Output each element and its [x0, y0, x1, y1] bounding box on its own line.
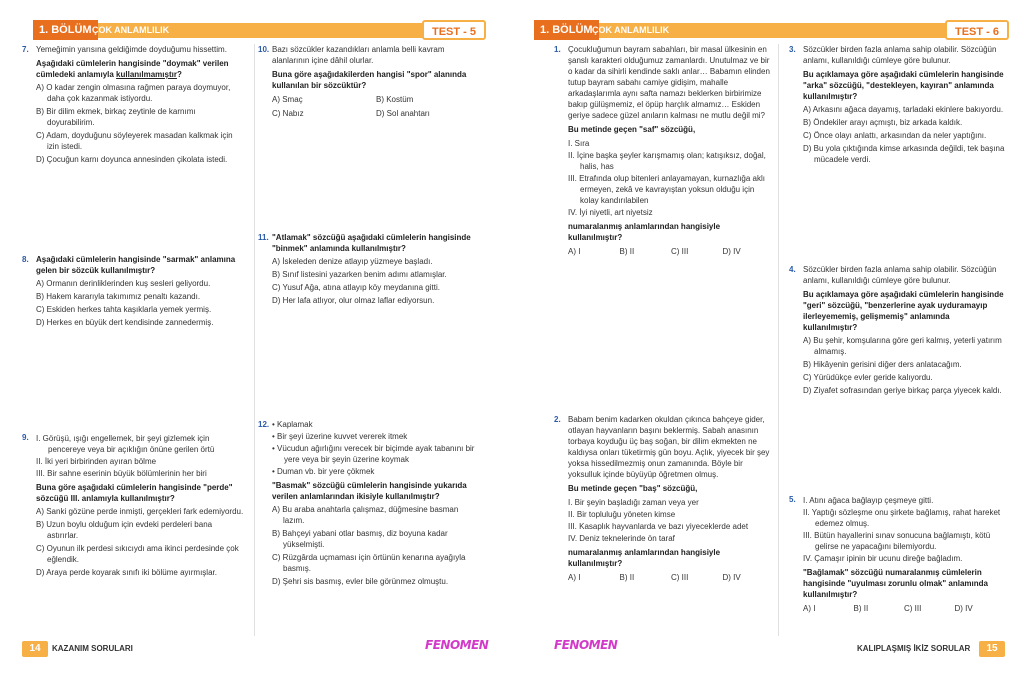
- question-number: 5.: [789, 495, 796, 504]
- meaning-iv: IV. Deniz teknelerinde ön taraf: [568, 534, 675, 543]
- question-5: [789, 494, 1005, 614]
- meaning-iv: IV. Çamaşır ipinin bir ucunu direğe bağladım.: [803, 554, 963, 563]
- question-prompt: Bu metinde geçen "baş" sözcüğü,: [568, 484, 698, 493]
- question-number: 1.: [554, 45, 561, 54]
- question-prompt: Buna göre aşağıdakilerden hangisi "spor" alanında kullanılan bir sözcüktür?: [272, 70, 467, 90]
- question-prompt: "Bağlamak" sözcüğü numaralanmış cümlelerin hangisinde "uyulması zorunlu olmak" anlamında kullanılmıştır?: [803, 568, 988, 599]
- question-prompt: Aşağıdaki cümlelerin hangisinde "sarmak" anlamına gelen bir sözcük kullanılmıştır?: [36, 255, 236, 275]
- question-number: 3.: [789, 45, 796, 54]
- meaning-iii: III. Etrafında olup bitenleri anlayamayan, kurnazlığa aklı ermeyen, zekâ ve kavrayıştan yoksun olduğu için kolay kandırılabilen: [568, 174, 765, 205]
- option-b[interactable]: B) Kostüm: [376, 95, 414, 104]
- question-prompt: Aşağıdaki cümlelerin hangisinde "doymak" verilen cümledeki anlamıyla kullanılmamıştır?: [36, 59, 229, 79]
- option-b[interactable]: B) Hikâyenin gerisini diğer ders anlatacağım.: [803, 360, 962, 369]
- question-number: 8.: [22, 255, 29, 264]
- option-c[interactable]: C) Yürüdükçe evler geride kalıyordu.: [803, 373, 933, 382]
- option-d[interactable]: D) IV: [722, 573, 741, 582]
- meaning-bullet: • Vücudun ağırlığını verecek bir biçimde ayak tabanını bir yere veya bir şeyin üzerine koymak: [272, 443, 480, 465]
- test-badge: TEST - 5: [422, 20, 486, 40]
- option-c[interactable]: C) Yusuf Ağa, atına atlayıp köy meydanına gitti.: [272, 283, 440, 292]
- option-d[interactable]: D) Ziyafet sofrasından geriye birkaç parça yiyecek kaldı.: [803, 386, 1002, 395]
- question-number: 7.: [22, 45, 29, 54]
- question-3: [789, 44, 1005, 165]
- option-d[interactable]: D) Sol anahtarı: [376, 109, 430, 118]
- topic-title: ÇOK ANLAMLILIK: [592, 25, 670, 35]
- question-stem: Yemeğimin yarısına geldiğimde doyduğumu hissettim.: [36, 45, 227, 54]
- option-a[interactable]: A) Bu araba anahtarla çalışmaz, düğmesine basman lazım.: [272, 505, 459, 525]
- column-divider: [778, 44, 779, 636]
- meaning-bullet: • Duman vb. bir yere çökmek: [272, 466, 480, 477]
- page-number: 15: [979, 641, 1005, 657]
- fenomen-logo: FENOMEN: [554, 638, 618, 652]
- meaning-iv: IV. İyi niyetli, art niyetsiz: [568, 208, 653, 217]
- question-number: 11.: [258, 233, 269, 242]
- option-d[interactable]: D) Herkes en büyük dert kendisinde zannedermiş.: [36, 318, 214, 327]
- question-prompt-end: numaralanmış anlamlarından hangisiyle kullanılmıştır?: [568, 548, 721, 568]
- footer-label: KALIPLAŞMIŞ İKİZ SORULAR: [857, 644, 971, 653]
- question-stem: Sözcükler birden fazla anlama sahip olabilir. Sözcüğün anlamı, kullanıldığı cümleye göre bulunur.: [803, 265, 997, 285]
- meaning-iii: III. Kasaplık hayvanlarda ve bazı yiyeceklerde adet: [568, 522, 749, 531]
- question-number: 10.: [258, 45, 270, 54]
- question-8: [22, 254, 244, 328]
- option-a[interactable]: A) I: [803, 604, 816, 613]
- meaning-bullet: • Bir şeyi üzerine kuvvet vererek itmek: [272, 431, 480, 442]
- question-stem: Bazı sözcükler kazandıkları anlamla belli kavram alanlarının içine dâhil olurlar.: [272, 45, 445, 65]
- option-a[interactable]: A) I: [568, 247, 581, 256]
- meaning-ii: II. Bir topluluğu yöneten kimse: [568, 510, 676, 519]
- option-b[interactable]: B) Bahçeyi yabani otlar basmış, diz boyuna kadar yükselmişti.: [272, 529, 448, 549]
- question-prompt: Bu açıklamaya göre aşağıdaki cümlelerin hangisinde "geri" sözcüğü, "benzerlerine ayak uyduramayıp ilerleyememiş, gelişmemiş" anlamında kullanılmıştır?: [803, 290, 1004, 332]
- meaning-i: I. Sıra: [568, 139, 590, 148]
- right-page: [513, 0, 1026, 674]
- question-prompt: Bu metinde geçen "saf" sözcüğü,: [568, 125, 696, 134]
- option-d[interactable]: D) Bu yola çıktığında kimse arkasında değildi, tek başına mücadele verdi.: [803, 144, 1005, 164]
- question-number: 9.: [22, 433, 29, 442]
- test-badge: TEST - 6: [945, 20, 1009, 40]
- question-number: 2.: [554, 415, 561, 424]
- option-d[interactable]: D) Araya perde koyarak sınıfı iki bölüme ayırmışlar.: [36, 568, 217, 577]
- meaning-ii: II. Yaptığı sözleşme onu şirkete bağlamış, rahat hareket edemez olmuş.: [803, 508, 1001, 528]
- option-a[interactable]: A) Arkasını ağaca dayamış, tarladaki ekinlere bakıyordu.: [803, 105, 1004, 114]
- option-a[interactable]: A) I: [568, 573, 581, 582]
- option-c[interactable]: C) Nabız: [272, 109, 304, 118]
- question-stem: Çocukluğumun bayram sabahları, bir masal ülkesinin en şanslı karakteri olduğumuz zamanlardı. Unutulmaz ve bir o kadar da sihirli kendinde saklı anlar… Babamın elinden tutup bayram sabahı camiye gidişim, mahalle arkadaşlarımla aynı safta namazı beklerken birbirimize bakıp gülüşmemiz, el öpüp harçlık almamız… Eskiden geriye sadece güzel anıların kalması ne mutlu değil mi?: [568, 45, 770, 120]
- question-1: [554, 44, 774, 257]
- option-c[interactable]: C) Eskiden herkes tahta kaşıklarla yemek yermiş.: [36, 305, 212, 314]
- option-c[interactable]: C) III: [671, 573, 689, 582]
- question-stem: Babam benim kadarken okuldan çıkınca bahçeye gider, otlayan hayvanların başını beklermiş. Sabah anasının torbaya koyduğu üç baş soğan, bir dilim ekmekten ne kaldıysa onları tüketirmiş gün boyu. Açlık, yiyecek bir şey yoksa hissedilmezmiş onun zamanında. Böyle bir yoksulluk içinde büyüyüp öğretmen olmuş.: [568, 415, 770, 479]
- option-a[interactable]: A) Ormanın derinliklerinden kuş sesleri geliyordu.: [36, 279, 211, 288]
- option-c[interactable]: C) III: [904, 604, 922, 613]
- option-c[interactable]: C) III: [671, 247, 689, 256]
- option-a[interactable]: A) İskeleden denize atlayıp yüzmeye başladı.: [272, 257, 433, 266]
- column-divider: [254, 44, 255, 636]
- question-10: [258, 44, 480, 119]
- option-a[interactable]: A) O kadar zengin olmasına rağmen paraya doymuyor, daha çok kazanmak istiyordu.: [36, 83, 231, 103]
- question-9: [22, 432, 244, 578]
- option-b[interactable]: B) Uzun boylu olduğum için evdeki perdeleri bana astırırlar.: [36, 520, 213, 540]
- meaning-i: I. Atını ağaca bağlayıp çeşmeye gitti.: [803, 496, 934, 505]
- question-4: [789, 264, 1005, 396]
- option-b[interactable]: B) Sınıf listesini yazarken benim adımı atlamışlar.: [272, 270, 447, 279]
- option-b[interactable]: B) II: [853, 604, 869, 613]
- question-prompt: Buna göre aşağıdaki cümlelerin hangisinde "perde" sözcüğü III. anlamıyla kullanılmıştır?: [36, 483, 233, 503]
- meaning-iii: III. Bütün hayallerini sınav sonucuna bağlamıştı, kötü gelirse ne yapacağını bilemiyordu.: [803, 531, 991, 551]
- option-b[interactable]: B) II: [619, 247, 635, 256]
- option-c[interactable]: C) Adam, doyduğunu söyleyerek masadan kalkmak için izin istedi.: [36, 131, 233, 151]
- meaning-ii: II. İçine başka şeyler karışmamış olan; katışıksız, doğal, halis, has: [568, 151, 766, 171]
- question-number: 4.: [789, 265, 796, 274]
- option-d[interactable]: D) Şehri sis basmış, evler bile görünmez olmuştu.: [272, 577, 449, 586]
- option-d[interactable]: D) IV: [954, 604, 973, 613]
- question-11: [258, 232, 480, 306]
- question-12: [258, 419, 480, 587]
- page-number: 14: [22, 641, 48, 657]
- meaning-ii: II. İki yeri birbirinden ayıran bölme: [36, 457, 157, 466]
- option-b[interactable]: B) Bir dilim ekmek, birkaç zeytinle de karnımı doyurabilirim.: [36, 107, 196, 127]
- option-c[interactable]: C) Oyunun ilk perdesi sıkıcıydı ama ikinci perdesinde çok eğlendik.: [36, 544, 239, 564]
- option-b[interactable]: B) Öndekiler arayı açmıştı, biz arkada kaldık.: [803, 118, 963, 127]
- meaning-bullet: • Kaplamak: [272, 419, 480, 430]
- meaning-iii: III. Bir sahne eserinin büyük bölümlerinin her biri: [36, 469, 207, 478]
- unit-badge: 1. BÖLÜM: [33, 20, 98, 40]
- fenomen-logo: FENOMEN: [425, 638, 489, 652]
- question-stem: Sözcükler birden fazla anlama sahip olabilir. Sözcüğün anlamı, kullanıldığı cümleye göre bulunur.: [803, 45, 997, 65]
- option-d[interactable]: D) Her lafa atlıyor, olur olmaz laflar ediyorsun.: [272, 296, 435, 305]
- topic-title: ÇOK ANLAMLILIK: [92, 25, 170, 35]
- option-a[interactable]: A) Bu şehir, komşularına göre geri kalmış, yeterli yatırım almamış.: [803, 336, 1002, 356]
- question-number: 12.: [258, 420, 270, 429]
- meaning-i: I. Bir şeyin başladığı zaman veya yer: [568, 498, 699, 507]
- question-prompt: "Atlamak" sözcüğü aşağıdaki cümlelerin hangisinde "binmek" anlamında kullanılmıştır?: [272, 233, 471, 253]
- option-a[interactable]: A) Sanki gözüne perde inmişti, gerçekleri fark edemiyordu.: [36, 507, 244, 516]
- question-prompt-end: numaralanmış anlamlarından hangisiyle kullanılmıştır?: [568, 222, 721, 242]
- option-a[interactable]: A) Smaç: [272, 95, 303, 104]
- question-7: [22, 44, 244, 165]
- question-prompt: "Basmak" sözcüğü cümlelerin hangisinde yukarıda verilen anlamlarından ikisiyle kullanılmıştır?: [272, 481, 467, 501]
- unit-badge: 1. BÖLÜM: [534, 20, 599, 40]
- option-b[interactable]: B) II: [619, 573, 635, 582]
- option-d[interactable]: D) Çocuğun karnı doyunca annesinden çikolata istedi.: [36, 155, 228, 164]
- option-d[interactable]: D) IV: [722, 247, 741, 256]
- option-c[interactable]: C) Önce olayı anlattı, arkasından da neler yaptığını.: [803, 131, 987, 140]
- meaning-i: I. Görüşü, ışığı engellemek, bir şeyi gizlemek için pencereye veya bir açıklığın önüne gerilen örtü: [36, 434, 215, 454]
- question-2: [554, 414, 774, 583]
- option-c[interactable]: C) Rüzgârda uçmaması için örtünün kenarına ayağıyla basmış.: [272, 553, 466, 573]
- footer-label: KAZANIM SORULARI: [52, 644, 133, 653]
- option-b[interactable]: B) Hakem kararıyla takımımız penaltı kazandı.: [36, 292, 201, 301]
- question-prompt: Bu açıklamaya göre aşağıdaki cümlelerin hangisinde "arka" sözcüğü, "destekleyen, kayıran" anlamında kullanılmıştır?: [803, 70, 1004, 101]
